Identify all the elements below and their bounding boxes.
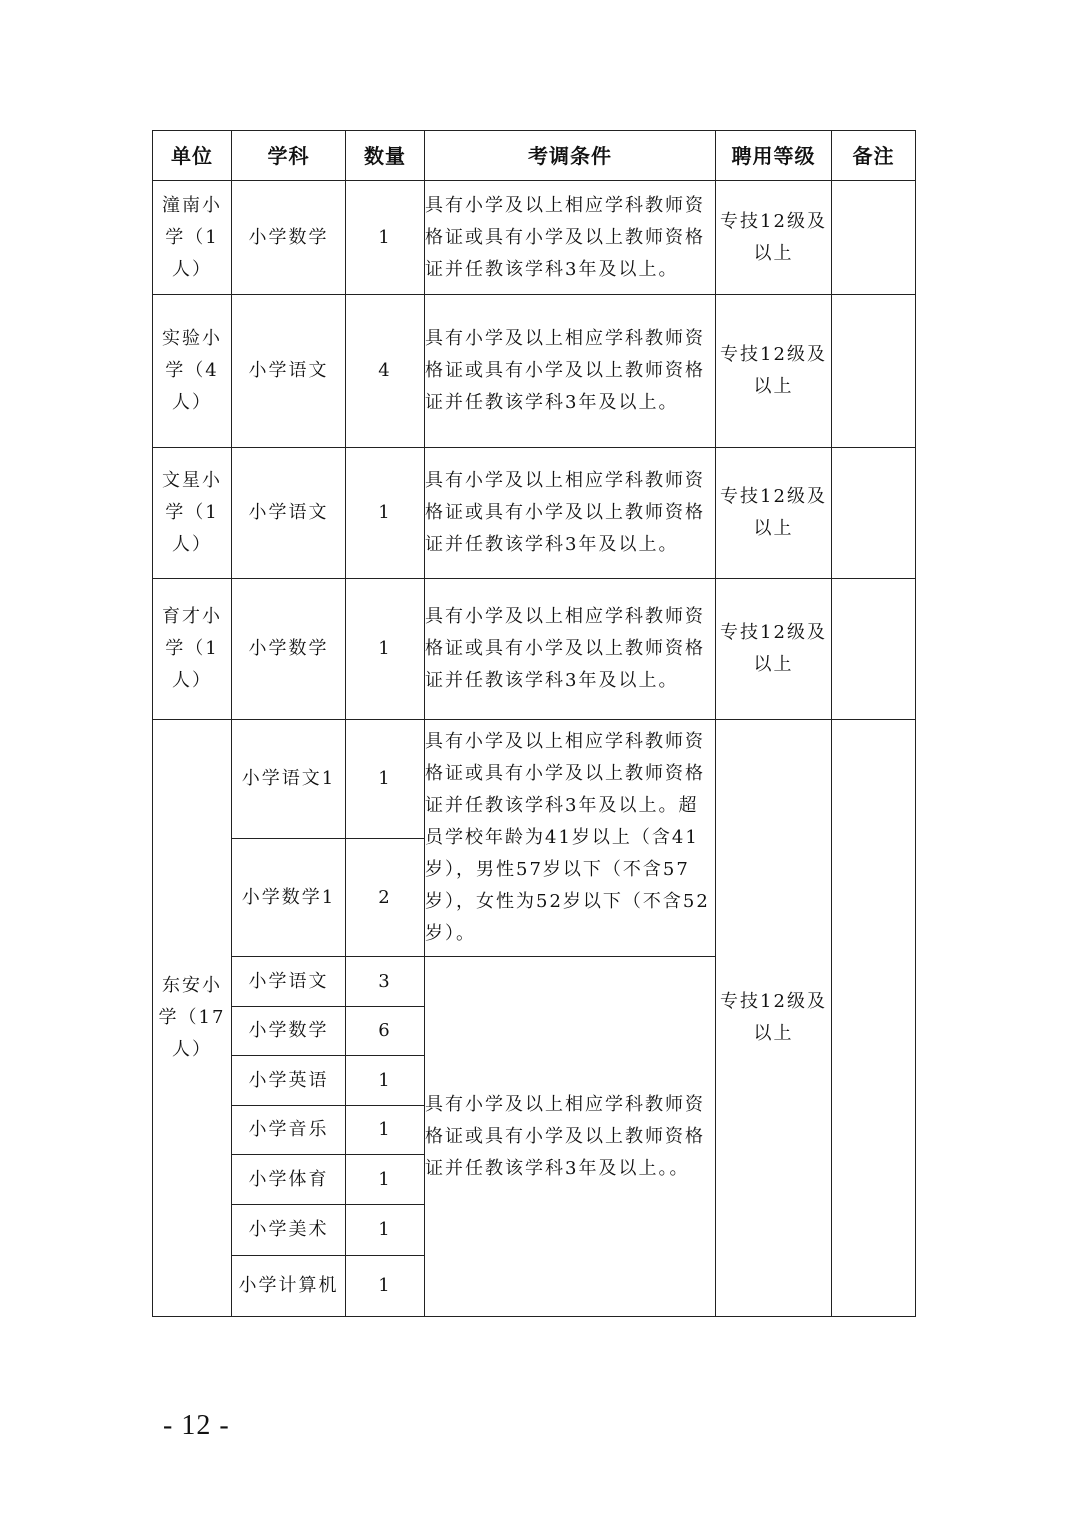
note-cell <box>832 181 916 295</box>
condition-cell: 具有小学及以上相应学科教师资格证或具有小学及以上教师资格证并任教该学科3年及以上。 <box>425 295 716 448</box>
subject-cell: 小学语文1 <box>232 720 346 839</box>
table-row <box>153 295 916 448</box>
condition-cell: 具有小学及以上相应学科教师资格证或具有小学及以上教师资格证并任教该学科3年及以上。。 <box>425 957 716 1317</box>
unit-cell: 实验小学（4人） <box>153 295 232 448</box>
subject-cell: 小学数学 <box>232 579 346 720</box>
count-cell: 1 <box>346 720 425 839</box>
grade-cell: 专技12级及以上 <box>716 295 832 448</box>
count-cell: 1 <box>346 1056 425 1106</box>
note-cell <box>832 448 916 579</box>
subject-cell: 小学语文 <box>232 448 346 579</box>
subject-cell: 小学美术 <box>232 1205 346 1256</box>
header-row <box>153 131 916 181</box>
subject-cell: 小学体育 <box>232 1155 346 1205</box>
count-cell: 2 <box>346 839 425 957</box>
count-cell: 1 <box>346 1106 425 1155</box>
condition-cell: 具有小学及以上相应学科教师资格证或具有小学及以上教师资格证并任教该学科3年及以上。 <box>425 448 716 579</box>
count-cell: 1 <box>346 579 425 720</box>
grade-cell: 专技12级及以上 <box>716 448 832 579</box>
header-count: 数量 <box>346 131 425 181</box>
condition-cell: 具有小学及以上相应学科教师资格证或具有小学及以上教师资格证并任教该学科3年及以上。 <box>425 579 716 720</box>
subject-cell: 小学数学1 <box>232 839 346 957</box>
table-row <box>153 181 916 295</box>
header-grade: 聘用等级 <box>716 131 832 181</box>
header-condition: 考调条件 <box>425 131 716 181</box>
table-row <box>153 579 916 720</box>
header-unit: 单位 <box>153 131 232 181</box>
subject-cell: 小学数学 <box>232 181 346 295</box>
subject-cell: 小学数学 <box>232 1007 346 1056</box>
header-subject: 学科 <box>232 131 346 181</box>
subject-cell: 小学计算机 <box>232 1256 346 1317</box>
recruitment-table <box>152 130 916 1317</box>
header-note: 备注 <box>832 131 916 181</box>
count-cell: 1 <box>346 1205 425 1256</box>
unit-cell: 东安小学（17人） <box>153 720 232 1317</box>
subject-cell: 小学语文 <box>232 295 346 448</box>
subject-cell: 小学音乐 <box>232 1106 346 1155</box>
grade-cell: 专技12级及以上 <box>716 720 832 1317</box>
unit-cell: 育才小学（1人） <box>153 579 232 720</box>
unit-cell: 潼南小学（1人） <box>153 181 232 295</box>
table-row <box>153 448 916 579</box>
page-number: - 12 - <box>163 1410 230 1441</box>
condition-cell: 具有小学及以上相应学科教师资格证或具有小学及以上教师资格证并任教该学科3年及以上。 <box>425 181 716 295</box>
grade-cell: 专技12级及以上 <box>716 579 832 720</box>
count-cell: 3 <box>346 957 425 1007</box>
count-cell: 1 <box>346 181 425 295</box>
subject-cell: 小学语文 <box>232 957 346 1007</box>
table-row <box>153 720 916 839</box>
count-cell: 6 <box>346 1007 425 1056</box>
note-cell <box>832 295 916 448</box>
subject-cell: 小学英语 <box>232 1056 346 1106</box>
note-cell <box>832 579 916 720</box>
unit-cell: 文星小学（1人） <box>153 448 232 579</box>
count-cell: 1 <box>346 1155 425 1205</box>
count-cell: 4 <box>346 295 425 448</box>
grade-cell: 专技12级及以上 <box>716 181 832 295</box>
note-cell <box>832 720 916 1317</box>
condition-cell: 具有小学及以上相应学科教师资格证或具有小学及以上教师资格证并任教该学科3年及以上。超员学校年龄为41岁以上（含41岁），男性57岁以下（不含57岁），女性为52岁以下（不含52岁）。 <box>425 720 716 957</box>
count-cell: 1 <box>346 448 425 579</box>
count-cell: 1 <box>346 1256 425 1317</box>
